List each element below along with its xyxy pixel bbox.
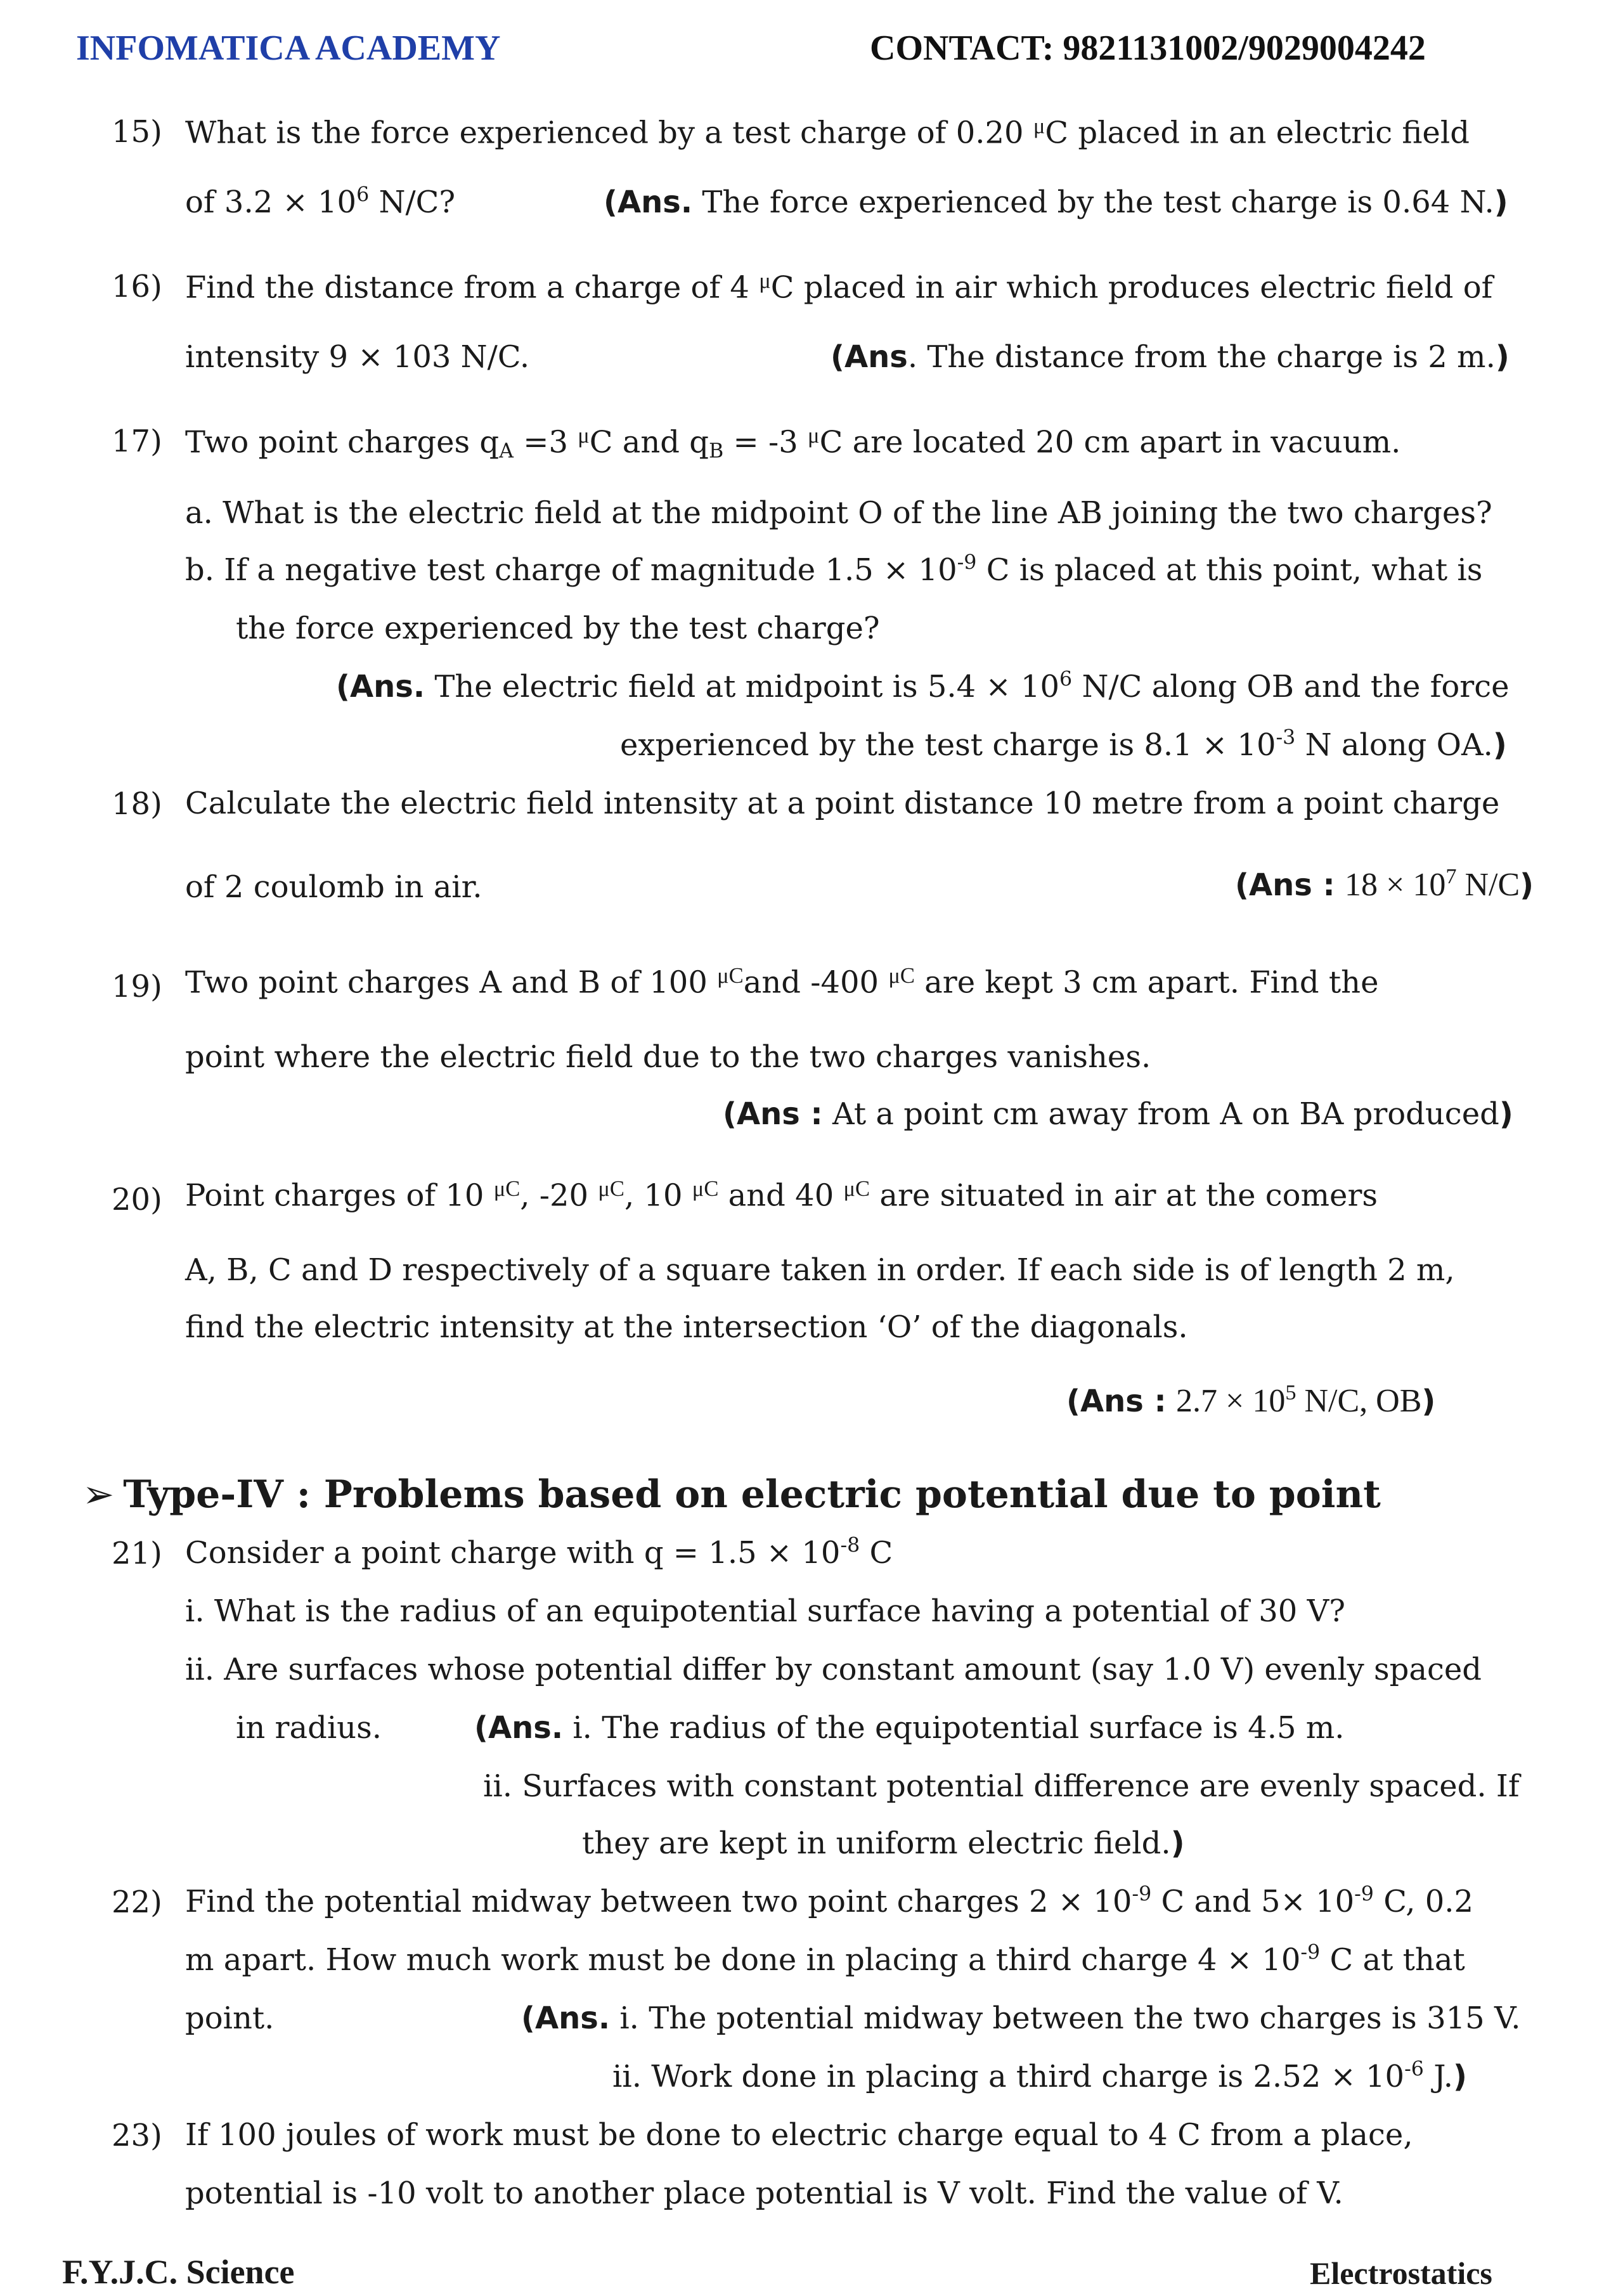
question-number: 18): [112, 786, 162, 822]
q19-line1: Two point charges A and B of 100 $^{\mu C}$and -400 $^{\mu C}$ are kept 3 cm apart. Find the: [185, 964, 1379, 1001]
question-number: 23): [112, 2118, 162, 2153]
question-number: 19): [112, 969, 162, 1004]
question-number: 15): [112, 114, 162, 150]
course-name: F.Y.J.C. Science: [62, 2253, 295, 2291]
section-heading: ➢ Type-IV : Problems based on electric potential due to point: [82, 1472, 1381, 1517]
q20-line2: A, B, C and D respectively of a square taken in order. If each side is of length 2 m,: [185, 1252, 1455, 1288]
contact-info: CONTACT: 9821131002/9029004242: [870, 29, 1426, 68]
q21-part-ii-line2: in radius.: [236, 1710, 382, 1746]
q22-line2: m apart. How much work must be done in placing a third charge $4 \times 10^{-9}$ C at that: [185, 1941, 1465, 1978]
q22-line3: point.: [185, 2001, 275, 2036]
arrow-bullet-icon: ➢: [82, 1472, 115, 1517]
q22-answer-line1: (Ans. i. The potential midway between the two charges is 315 V.: [521, 2001, 1521, 2036]
question-number: 20): [112, 1182, 162, 1217]
q16-answer: (Ans. The distance from the charge is 2 m.): [831, 339, 1510, 375]
q17-line1: Two point charges $q_A =3$ $^\mu$C and $q_B = -3$ $^\mu$C are located 20 cm apart in vacuum.: [185, 424, 1401, 463]
q15-answer: (Ans. The force experienced by the test charge is 0.64 N.): [604, 185, 1508, 220]
q23-line2: potential is -10 volt to another place potential is V volt. Find the value of V.: [185, 2176, 1343, 2211]
academy-name: INFOMATICA ACADEMY: [76, 29, 501, 68]
q21-line1: Consider a point charge with $q = 1.5 \times 10^{-8}$ C: [185, 1534, 893, 1571]
question-number: 17): [112, 424, 162, 459]
q20-line1: Point charges of 10 $^{\mu C}$, -20 $^{\mu C}$, 10 $^{\mu C}$ and 40 $^{\mu C}$ are situated in air at the comers: [185, 1177, 1378, 1214]
q17-answer-line2: experienced by the test charge is $8.1 \times 10^{-3}$ N along OA.): [620, 726, 1507, 763]
chapter-name: Electrostatics: [1310, 2255, 1492, 2291]
q19-line2: point where the electric field due to the two charges vanishes.: [185, 1039, 1151, 1075]
q20-answer: (Ans : $2.7 \times 10^5$ N/C, OB): [1066, 1380, 1436, 1419]
q21-answer-line3: they are kept in uniform electric field.): [582, 1826, 1185, 1861]
q21-part-ii: ii. Are surfaces whose potential differ by constant amount (say 1.0 V) evenly spaced: [185, 1652, 1482, 1687]
q18-line1: Calculate the electric field intensity at a point distance 10 metre from a point charge: [185, 786, 1500, 821]
q18-answer: (Ans : $18 \times 10^7$ N/C): [1235, 864, 1534, 903]
question-number: 16): [112, 269, 162, 304]
q15-line1: What is the force experienced by a test charge of 0.20 $^\mu$C placed in an electric field: [185, 114, 1470, 151]
q17-part-a: a. What is the electric field at the midpoint O of the line AB joining the two charges?: [185, 495, 1492, 531]
q21-part-i: i. What is the radius of an equipotential surface having a potential of 30 V?: [185, 1593, 1345, 1629]
q21-answer-line2: ii. Surfaces with constant potential difference are evenly spaced. If: [483, 1768, 1520, 1804]
question-number: 21): [112, 1536, 162, 1571]
q19-answer: (Ans : At a point cm away from A on BA produced): [723, 1096, 1513, 1132]
q20-line3: find the electric intensity at the intersection ‘O’ of the diagonals.: [185, 1309, 1188, 1345]
q22-answer-line2: ii. Work done in placing a third charge is $2.52 \times 10^{-6}$ J.): [612, 2058, 1467, 2094]
q17-part-b-line2: the force experienced by the test charge?: [236, 611, 880, 646]
q15-line2: of $3.2 \times 10^6$ N/C?: [185, 183, 456, 220]
q16-line1: Find the distance from a charge of 4 $^\mu$C placed in air which produces electric field of: [185, 269, 1493, 306]
q21-answer-line1: (Ans. i. The radius of the equipotential surface is 4.5 m.: [474, 1710, 1345, 1746]
q18-line2: of 2 coulomb in air.: [185, 869, 482, 905]
q23-line1: If 100 joules of work must be done to electric charge equal to 4 C from a place,: [185, 2117, 1413, 2153]
q17-part-b-line1: b. If a negative test charge of magnitude $1.5 \times 10^{-9}$ C is placed at this point, what is: [185, 551, 1483, 588]
question-number: 22): [112, 1884, 162, 1920]
q17-answer-line1: (Ans. The electric field at midpoint is $5.4 \times 10^6$ N/C along OB and the force: [336, 668, 1510, 704]
q22-line1: Find the potential midway between two point charges $2 \times 10^{-9}$ C and $5\times 10^{-9}$ C, 0.2: [185, 1883, 1474, 1919]
q16-line2: intensity 9 × 103 N/C.: [185, 339, 530, 375]
